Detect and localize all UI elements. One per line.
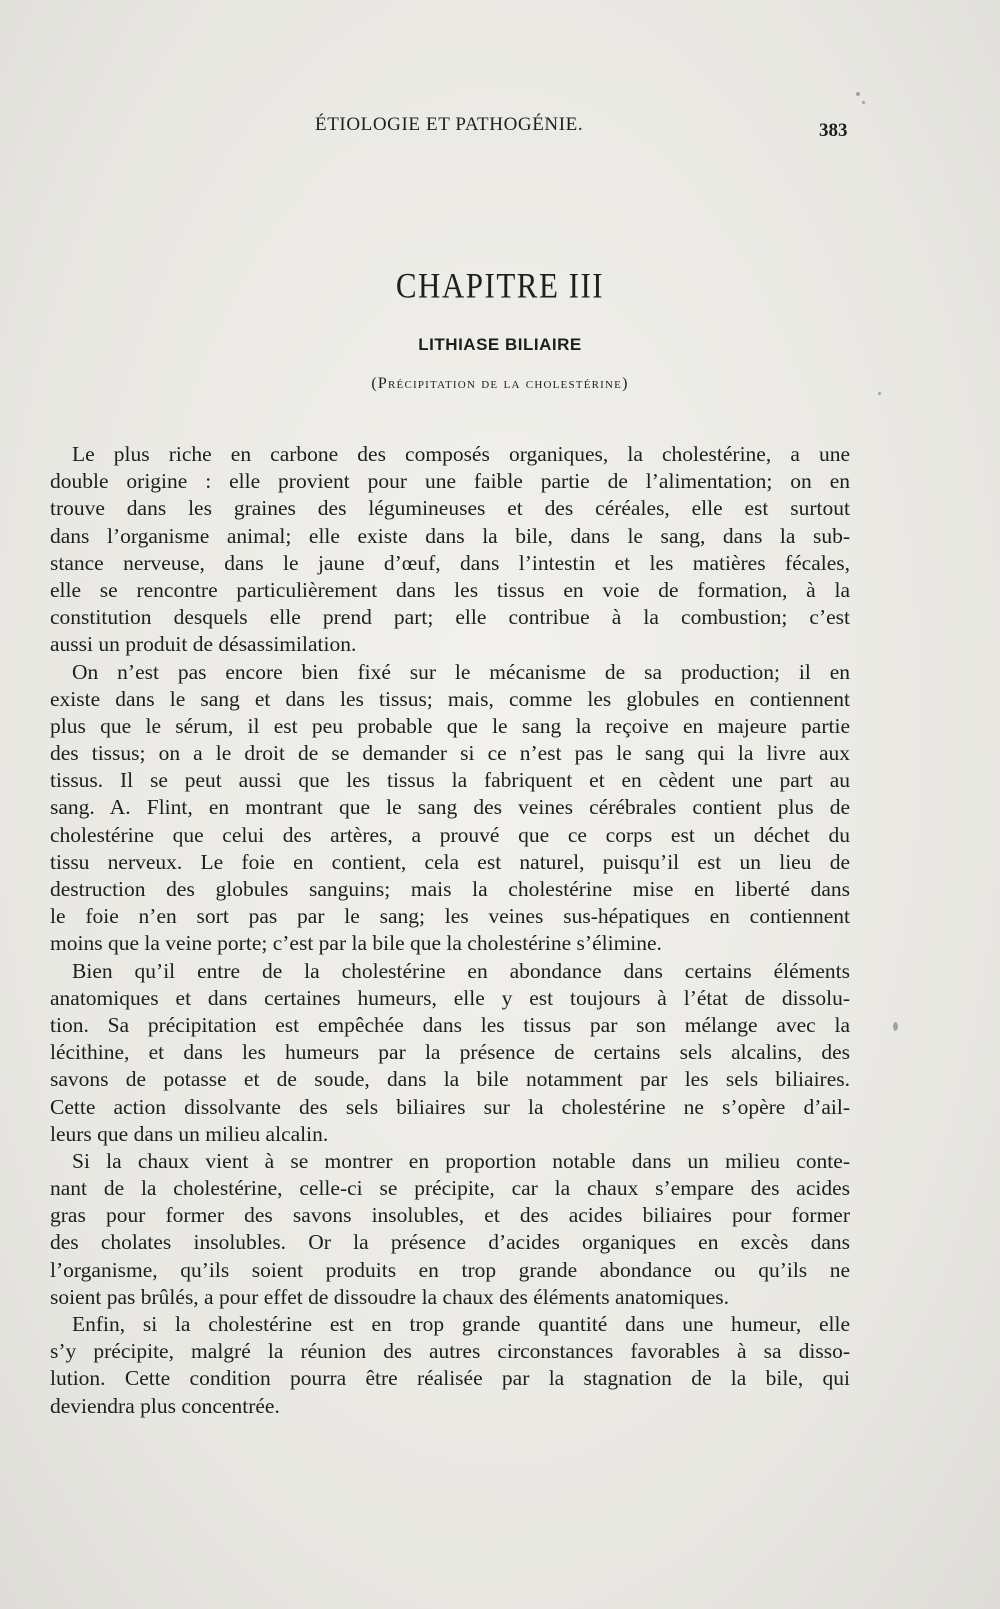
text-line: double origine : elle provient pour une faible partie de l’alimentation; on en	[50, 469, 850, 494]
text-line: Enfin, si la cholestérine est en trop grande quantité dans une humeur, elle	[72, 1312, 850, 1336]
text-line: des cholates insolubles. Or la présence d’acides organiques en excès dans	[50, 1230, 850, 1255]
text-line: plus que le sérum, il est peu probable que le sang la reçoive en majeure partie	[50, 713, 850, 738]
text-line: des tissus; on a le droit de se demander si ce n’est pas le sang qui la livre aux	[50, 741, 850, 766]
running-title: ÉTIOLOGIE ET PATHOGÉNIE.	[315, 114, 584, 135]
text-line: soient pas brûlés, a pour effet de dissoudre la chaux des éléments anatomiques.	[50, 1284, 730, 1309]
paper-spot	[862, 101, 865, 104]
paper-spot	[856, 92, 860, 96]
section-title: LITHIASE BILIAIRE	[418, 335, 582, 354]
text-line: leurs que dans un milieu alcalin.	[50, 1121, 329, 1146]
text-line: s’y précipite, malgré la réunion des autres circonstances favorables à sa disso-	[50, 1339, 850, 1364]
running-header	[0, 114, 1000, 140]
text-line: anatomiques et dans certaines humeurs, elle y est toujours à l’état de dissolu-	[50, 985, 850, 1010]
chapter-subtitle: (Précipitation de la cholestérine)	[371, 375, 629, 392]
page-number: 383	[819, 120, 848, 141]
text-line: le foie n’en sort pas par le sang; les veines sus-hépatiques en contiennent	[50, 904, 850, 929]
text-line: tissus. Il se peut aussi que les tissus la fabriquent et en cèdent une part au	[50, 768, 850, 793]
text-line: nant de la cholestérine, celle-ci se précipite, car la chaux s’empare des acides	[50, 1176, 850, 1201]
text-line: existe dans le sang et dans les tissus; mais, comme les globules en contiennent	[50, 686, 850, 711]
text-line: Bien qu’il entre de la cholestérine en abondance dans certains éléments	[72, 958, 850, 983]
text-line: destruction des globules sanguins; mais la cholestérine mise en liberté dans	[50, 877, 850, 901]
text-line: tion. Sa précipitation est empêchée dans les tissus par son mélange avec la	[50, 1012, 850, 1037]
text-line: stance nerveuse, dans le jaune d’œuf, dans l’intestin et les matières fécales,	[50, 550, 850, 575]
text-line: sang. A. Flint, en montrant que le sang des veines cérébrales contient plus de	[50, 795, 850, 820]
text-line: elle se rencontre particulièrement dans les tissus en voie de formation, à la	[50, 577, 850, 602]
text-line: Le plus riche en carbone des composés organiques, la cholestérine, a une	[72, 442, 850, 466]
paper-spot	[893, 1022, 898, 1031]
text-line: savons de potasse et de soude, dans la bile notamment par les sels biliaires.	[50, 1067, 850, 1092]
text-line: l’organisme, qu’ils soient produits en trop grande abondance ou qu’ils ne	[50, 1257, 850, 1282]
text-line: deviendra plus concentrée.	[50, 1393, 280, 1418]
text-line: dans l’organisme animal; elle existe dans la bile, dans le sang, dans la sub-	[50, 523, 850, 548]
text-line: lution. Cette condition pourra être réalisée par la stagnation de la bile, qui	[50, 1366, 850, 1391]
text-line: On n’est pas encore bien fixé sur le mécanisme de sa production; il en	[72, 659, 850, 684]
body-text	[50, 441, 850, 1420]
chapter-title: CHAPITRE III	[395, 265, 605, 306]
text-line: cholestérine que celui des artères, a prouvé que ce corps est un déchet du	[50, 822, 850, 847]
text-line: trouve dans les graines des légumineuses et des céréales, elle est surtout	[50, 496, 850, 521]
text-line: gras pour former des savons insolubles, et des acides biliaires pour former	[50, 1203, 850, 1228]
text-line: lécithine, et dans les humeurs par la présence de certains sels alcalins, des	[50, 1040, 850, 1065]
text-line: aussi un produit de désassimilation.	[50, 632, 357, 657]
text-line: Si la chaux vient à se montrer en proportion notable dans un milieu conte-	[72, 1148, 850, 1173]
text-line: moins que la veine porte; c’est par la bile que la cholestérine s’élimine.	[50, 931, 662, 956]
text-line: tissu nerveux. Le foie en contient, cela est naturel, puisqu’il est un lieu de	[50, 849, 850, 874]
text-line: Cette action dissolvante des sels biliaires sur la cholestérine ne s’opère d’ail-	[50, 1094, 850, 1119]
text-line: constitution desquels elle prend part; elle contribue à la combustion; c’est	[50, 605, 850, 630]
